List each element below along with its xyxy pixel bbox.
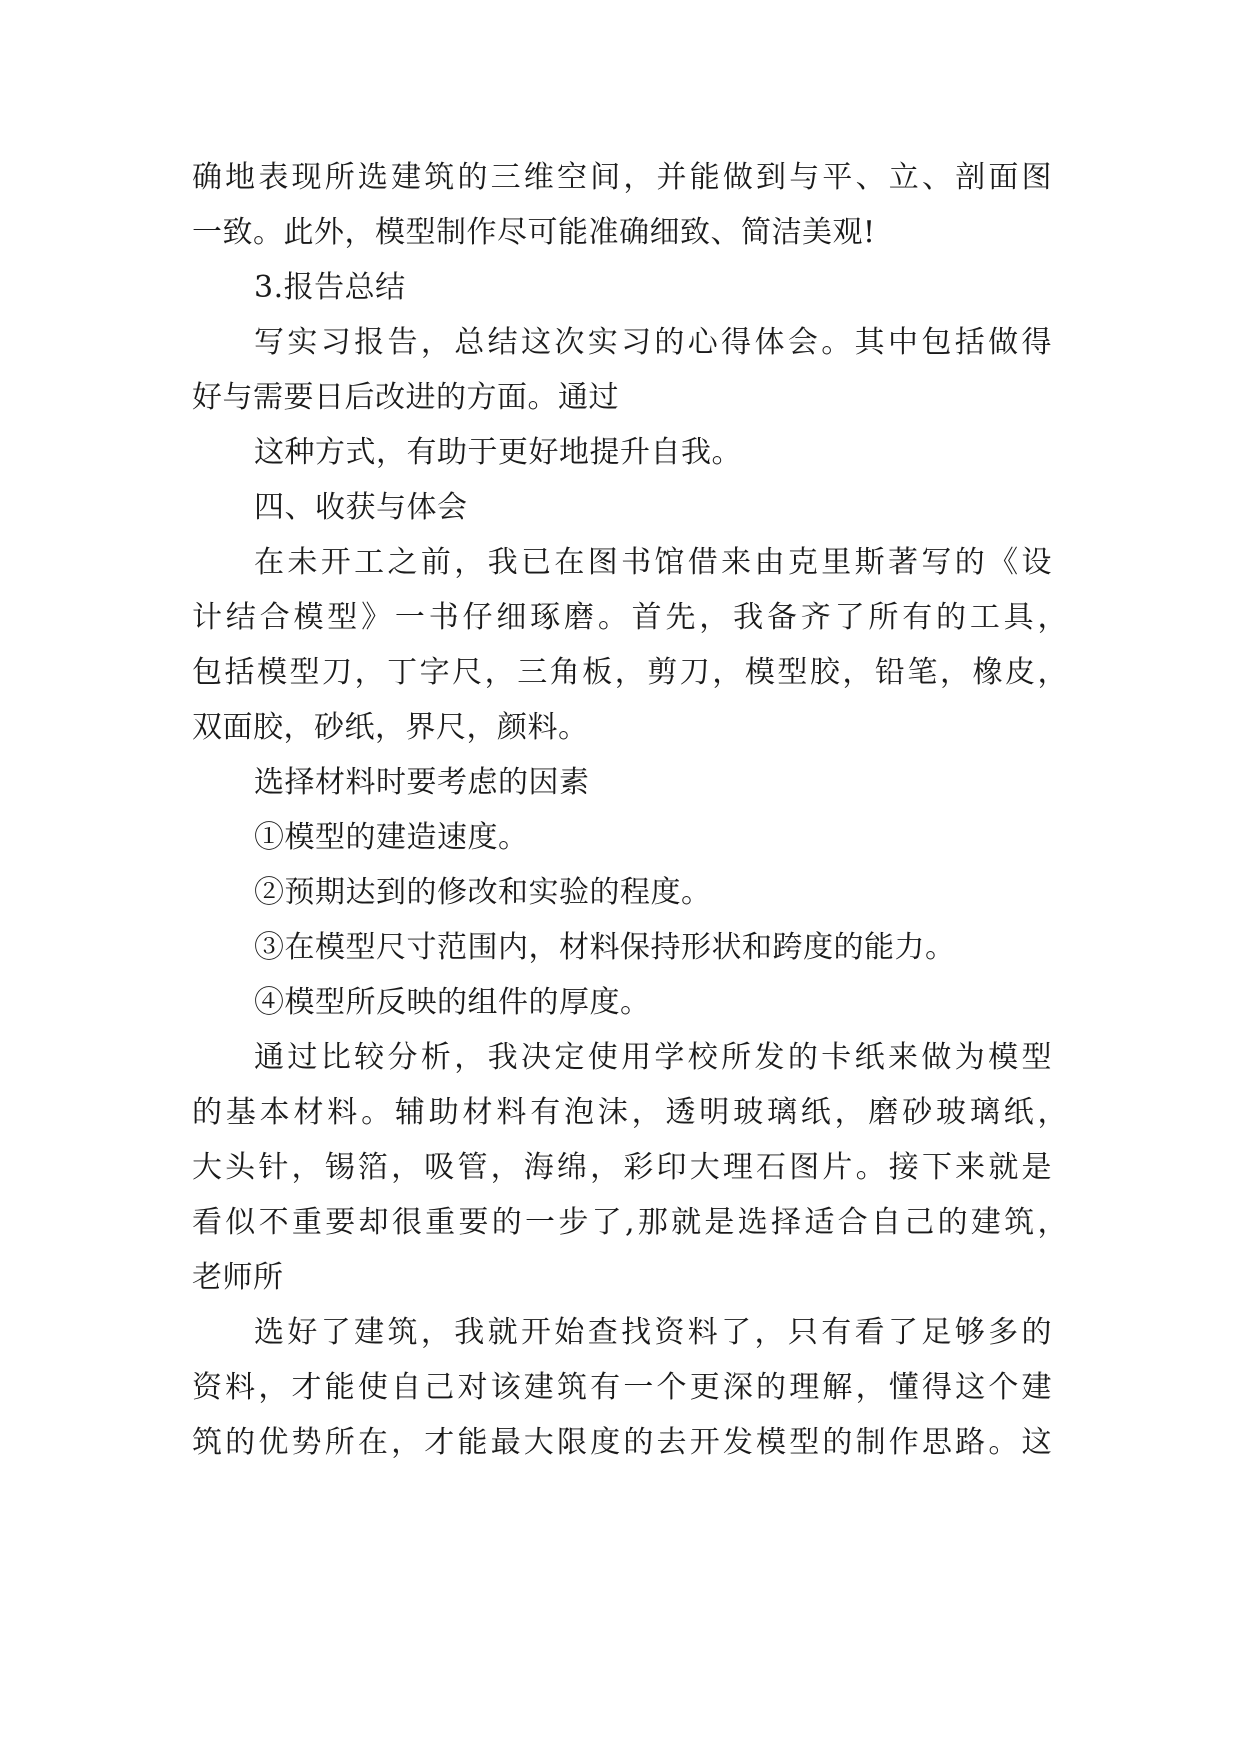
- text-line: 计结合模型》一书仔细琢磨。首先，我备齐了所有的工具，: [192, 600, 1068, 635]
- text-line: 通过比较分析，我决定使用学校所发的卡纸来做为模型: [254, 1040, 1052, 1075]
- text-line: 在未开工之前，我已在图书馆借来由克里斯著写的《设: [254, 545, 1052, 580]
- text-line: 老师所: [192, 1260, 284, 1295]
- text-line: 的基本材料。辅助材料有泡沫，透明玻璃纸，磨砂玻璃纸，: [192, 1095, 1068, 1130]
- text-line: 筑的优势所在，才能最大限度的去开发模型的制作思路。这: [192, 1425, 1052, 1460]
- text-line: 包括模型刀，丁字尺，三角板，剪刀，模型胶，铅笔，橡皮，: [192, 655, 1068, 690]
- text-line: 好与需要日后改进的方面。通过: [192, 380, 619, 415]
- text-line: 一致。此外，模型制作尽可能准确细致、简洁美观!: [192, 215, 876, 250]
- list-item: ④模型所反映的组件的厚度。: [254, 985, 651, 1020]
- text-line: 双面胶，砂纸，界尺，颜料。: [192, 710, 589, 745]
- text-line: 选好了建筑，我就开始查找资料了，只有看了足够多的: [254, 1315, 1052, 1350]
- text-line: 写实习报告，总结这次实习的心得体会。其中包括做得: [254, 325, 1052, 360]
- section-heading: 3.报告总结: [254, 270, 406, 305]
- text-line: 资料，才能使自己对该建筑有一个更深的理解，懂得这个建: [192, 1370, 1052, 1405]
- list-item: ①模型的建造速度。: [254, 820, 529, 855]
- text-line: 选择材料时要考虑的因素: [254, 765, 590, 800]
- text-line: 看似不重要却很重要的一步了,那就是选择适合自己的建筑，: [192, 1205, 1068, 1240]
- text-line: 这种方式，有助于更好地提升自我。: [254, 435, 742, 470]
- list-item: ③在模型尺寸范围内，材料保持形状和跨度的能力。: [254, 930, 956, 965]
- list-item: ②预期达到的修改和实验的程度。: [254, 875, 712, 910]
- text-line: 确地表现所选建筑的三维空间，并能做到与平、立、剖面图: [192, 160, 1052, 195]
- text-line: 大头针，锡箔，吸管，海绵，彩印大理石图片。接下来就是: [192, 1150, 1052, 1185]
- section-heading: 四、收获与体会: [254, 490, 468, 525]
